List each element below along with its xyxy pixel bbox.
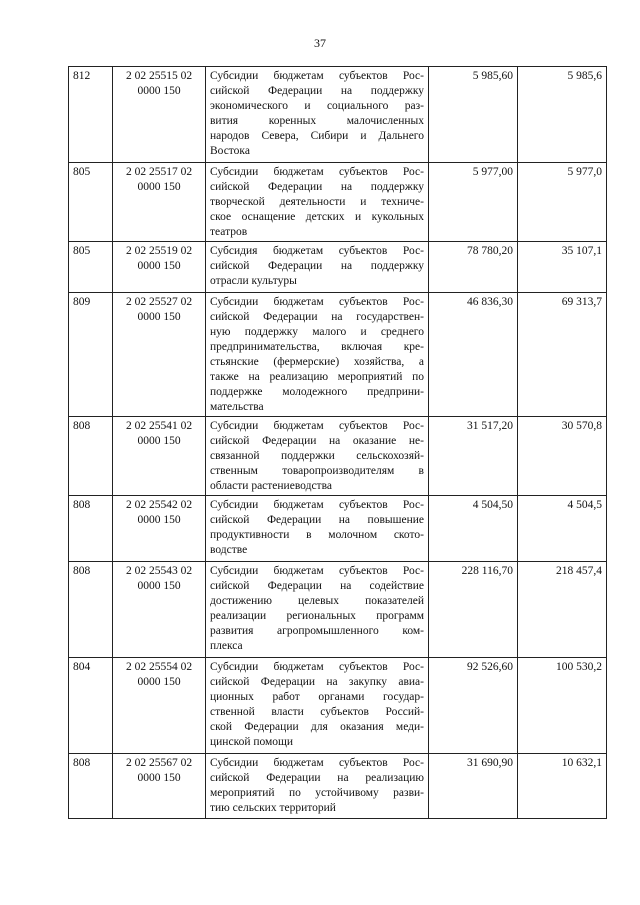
admin-code-cell: 805: [69, 163, 113, 242]
page-number: 37: [314, 36, 326, 50]
description-line: Субсидия бюджетам субъектов Рос-: [210, 245, 424, 257]
admin-code-cell: 808: [69, 417, 113, 496]
description-line: водстве: [210, 544, 248, 556]
description-line: ское оснащение детских и кукольных: [210, 211, 424, 223]
budget-code-line: 2 02 25554 02: [125, 661, 193, 673]
description-line: сийской Федерации на содействие: [210, 580, 424, 592]
description-cell: [206, 496, 429, 562]
amount-cell-1: 5 985,60: [429, 67, 518, 163]
budget-code-cell: [113, 163, 206, 242]
amount-cell-1: 31 517,20: [429, 417, 518, 496]
table-row: [69, 163, 607, 242]
budget-code-cell: [113, 658, 206, 754]
table-row: [69, 242, 607, 293]
budget-table: [68, 66, 607, 819]
table-row: [69, 658, 607, 754]
admin-code-cell: 808: [69, 754, 113, 819]
budget-code-line: 2 02 25541 02: [125, 420, 193, 432]
budget-code-line: 2 02 25519 02: [125, 245, 193, 257]
budget-code-cell: [113, 67, 206, 163]
amount-cell-1: 31 690,90: [429, 754, 518, 819]
description-line: тию сельских территорий: [210, 802, 336, 814]
description-line: сийской Федерации на реализацию: [210, 772, 424, 784]
budget-code-line: 0000 150: [137, 181, 181, 193]
description-line: Субсидии бюджетам субъектов Рос-: [210, 565, 424, 577]
description-line: мательства: [210, 401, 264, 413]
amount-cell-2: 35 107,1: [518, 242, 607, 293]
amount-cell-1: 78 780,20: [429, 242, 518, 293]
description-cell: [206, 242, 429, 293]
description-line: связанной поддержки сельскохозяй-: [210, 450, 424, 462]
budget-code-line: 0000 150: [137, 435, 181, 447]
admin-code-cell: 805: [69, 242, 113, 293]
table-row: [69, 417, 607, 496]
description-line: сийской Федерации на государствен-: [210, 311, 424, 323]
budget-table-body: [69, 67, 607, 819]
description-cell: [206, 293, 429, 417]
description-line: Субсидии бюджетам субъектов Рос-: [210, 499, 424, 511]
description-line: Субсидии бюджетам субъектов Рос-: [210, 420, 424, 432]
description-cell: [206, 67, 429, 163]
amount-cell-1: 4 504,50: [429, 496, 518, 562]
table-row: [69, 562, 607, 658]
description-line: творческой деятельности и техниче-: [210, 196, 424, 208]
admin-code-cell: 809: [69, 293, 113, 417]
description-line: реализации региональных программ: [210, 610, 424, 622]
description-line: сийской Федерации на оказание не-: [210, 435, 424, 447]
budget-code-cell: [113, 293, 206, 417]
description-line: поддержке молодежного предприни-: [210, 386, 424, 398]
admin-code-cell: 808: [69, 562, 113, 658]
description-line: Востока: [210, 145, 250, 157]
description-line: продуктивности в молочном ското-: [210, 529, 424, 541]
description-line: Субсидии бюджетам субъектов Рос-: [210, 166, 424, 178]
budget-code-line: 0000 150: [137, 260, 181, 272]
description-line: театров: [210, 226, 248, 238]
amount-cell-1: 92 526,60: [429, 658, 518, 754]
description-line: цинской помощи: [210, 736, 294, 748]
budget-code-cell: [113, 242, 206, 293]
amount-cell-2: 5 977,0: [518, 163, 607, 242]
budget-code-line: 2 02 25567 02: [125, 757, 193, 769]
amount-cell-1: 228 116,70: [429, 562, 518, 658]
description-line: вития коренных малочисленных: [210, 115, 424, 127]
admin-code-cell: 812: [69, 67, 113, 163]
description-line: Субсидии бюджетам субъектов Рос-: [210, 661, 424, 673]
table-row: [69, 293, 607, 417]
description-line: также на реализацию мероприятий по: [210, 371, 424, 383]
amount-cell-2: 5 985,6: [518, 67, 607, 163]
table-row: [69, 67, 607, 163]
description-cell: [206, 163, 429, 242]
budget-code-line: 0000 150: [137, 85, 181, 97]
budget-code-line: 0000 150: [137, 772, 181, 784]
description-line: стьянские (фермерские) хозяйства, а: [210, 356, 424, 368]
table-row: [69, 496, 607, 562]
budget-code-line: 2 02 25517 02: [125, 166, 193, 178]
description-line: сийской Федерации на закупку авиа-: [210, 676, 424, 688]
description-line: сийской Федерации на поддержку: [210, 181, 424, 193]
budget-code-line: 2 02 25527 02: [125, 296, 193, 308]
description-line: сийской Федерации на поддержку: [210, 85, 424, 97]
description-cell: [206, 417, 429, 496]
budget-code-line: 0000 150: [137, 676, 181, 688]
description-line: предпринимательства, включая кре-: [210, 341, 424, 353]
budget-code-line: 0000 150: [137, 311, 181, 323]
admin-code-cell: 808: [69, 496, 113, 562]
description-line: сийской Федерации на поддержку: [210, 260, 424, 272]
description-line: области растениеводства: [210, 480, 332, 492]
description-line: плекса: [210, 640, 243, 652]
budget-code-line: 2 02 25542 02: [125, 499, 193, 511]
budget-code-cell: [113, 754, 206, 819]
description-line: Субсидии бюджетам субъектов Рос-: [210, 757, 424, 769]
description-line: ственной власти субъектов Россий-: [210, 706, 424, 718]
table-row: [69, 754, 607, 819]
amount-cell-1: 46 836,30: [429, 293, 518, 417]
budget-code-line: 0000 150: [137, 514, 181, 526]
budget-code-cell: [113, 417, 206, 496]
description-cell: [206, 658, 429, 754]
budget-code-cell: [113, 562, 206, 658]
amount-cell-2: 30 570,8: [518, 417, 607, 496]
description-line: ственным товаропроизводителям в: [210, 465, 424, 477]
description-cell: [206, 562, 429, 658]
description-line: мероприятий по устойчивому разви-: [210, 787, 424, 799]
description-line: ской Федерации для оказания меди-: [210, 721, 424, 733]
admin-code-cell: 804: [69, 658, 113, 754]
description-line: достижению целевых показателей: [210, 595, 424, 607]
amount-cell-2: 100 530,2: [518, 658, 607, 754]
description-line: сийской Федерации на повышение: [210, 514, 424, 526]
description-line: экономического и социального раз-: [210, 100, 424, 112]
amount-cell-2: 218 457,4: [518, 562, 607, 658]
description-line: ную поддержку малого и среднего: [210, 326, 424, 338]
description-line: отрасли культуры: [210, 275, 297, 287]
budget-code-cell: [113, 496, 206, 562]
description-cell: [206, 754, 429, 819]
amount-cell-1: 5 977,00: [429, 163, 518, 242]
description-line: Субсидии бюджетам субъектов Рос-: [210, 70, 424, 82]
amount-cell-2: 10 632,1: [518, 754, 607, 819]
amount-cell-2: 4 504,5: [518, 496, 607, 562]
description-line: развития агропромышленного ком-: [210, 625, 424, 637]
amount-cell-2: 69 313,7: [518, 293, 607, 417]
description-line: Субсидии бюджетам субъектов Рос-: [210, 296, 424, 308]
budget-code-line: 2 02 25543 02: [125, 565, 193, 577]
description-line: народов Севера, Сибири и Дальнего: [210, 130, 424, 142]
description-line: ционных работ органами государ-: [210, 691, 424, 703]
budget-code-line: 2 02 25515 02: [125, 70, 193, 82]
budget-code-line: 0000 150: [137, 580, 181, 592]
